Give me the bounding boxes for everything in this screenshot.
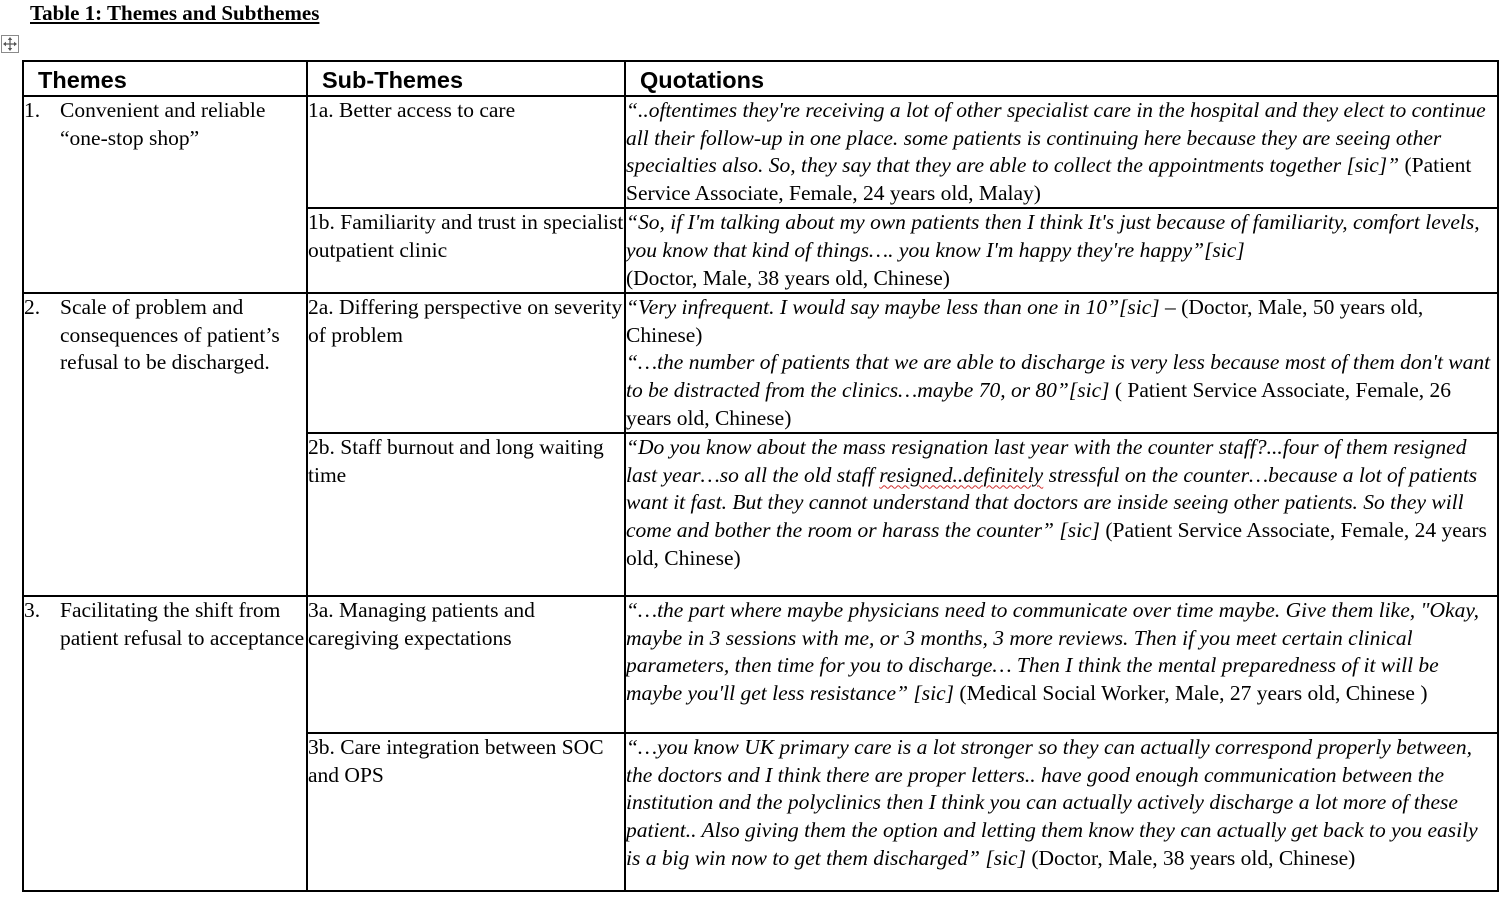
table-row bbox=[23, 596, 1498, 733]
subtheme-cell bbox=[307, 433, 625, 596]
quote-source: (Doctor, Male, 38 years old, Chinese) bbox=[1025, 845, 1356, 870]
subtheme-label: 2a. Differing perspective on severity of problem bbox=[308, 295, 623, 347]
table-row bbox=[23, 96, 1498, 208]
subtheme-cell bbox=[307, 208, 625, 293]
quote-text: “..oftentimes they're receiving a lot of other specialist care in the hospital and they elect to continue all their follow-up in one place. some patients is continuing here because they are seeing other specialties also. So, they say that they are able to collect the appointments together [sic]” bbox=[626, 98, 1486, 178]
subtheme-label: 1a. Better access to care bbox=[308, 98, 516, 122]
theme-number: 1. bbox=[24, 98, 41, 122]
quote-source: (Medical Social Worker, Male, 27 years old, Chinese ) bbox=[954, 680, 1428, 705]
quotation-cell bbox=[625, 208, 1498, 293]
header-row bbox=[23, 61, 1498, 96]
quote-source: – (Doctor, Male, 50 years old, Chinese) bbox=[626, 295, 1424, 347]
quote-text: “Do you know about the mass resignation last year with the counter staff?...four of them resigned last year…so all the old staff bbox=[626, 435, 1467, 487]
quotation-cell bbox=[625, 596, 1498, 733]
header-themes: Themes bbox=[23, 61, 307, 96]
quote-source: (Patient Service Associate, Female, 24 years old, Malay) bbox=[626, 153, 1472, 205]
theme-title: Facilitating the shift from patient refusal to acceptance bbox=[60, 598, 305, 650]
quotation-cell bbox=[625, 293, 1498, 433]
theme-cell-1 bbox=[23, 96, 307, 293]
quote-source: (Doctor, Male, 38 years old, Chinese) bbox=[626, 265, 950, 290]
theme-number: 3. bbox=[24, 598, 41, 623]
quote-source-2: ( Patient Service Associate, Female, 26 years old, Chinese) bbox=[626, 377, 1452, 430]
theme-cell-3 bbox=[23, 596, 307, 891]
spellcheck-flagged-text[interactable]: resigned..definitely bbox=[879, 462, 1044, 487]
quote-text-2: “…the number of patients that we are able to discharge is very less because most of them don't want to be distracted from the clinics…maybe 70, or 80”[sic] bbox=[626, 350, 1491, 402]
subtheme-label: 2b. Staff burnout and long waiting time bbox=[308, 435, 604, 487]
move-arrows-icon[interactable] bbox=[1, 35, 19, 53]
subtheme-cell bbox=[307, 733, 625, 891]
subtheme-label: 3b. Care integration between SOC and OPS bbox=[308, 735, 604, 787]
themes-table bbox=[22, 60, 1499, 892]
quotation-cell bbox=[625, 96, 1498, 208]
theme-cell-2 bbox=[23, 293, 307, 596]
header-subthemes: Sub-Themes bbox=[307, 61, 625, 96]
subtheme-cell bbox=[307, 293, 625, 433]
quotation-cell bbox=[625, 733, 1498, 891]
subtheme-cell bbox=[307, 96, 625, 208]
theme-title: Scale of problem and consequences of patient’s refusal to be discharged. bbox=[60, 295, 280, 375]
quote-text: “So, if I'm talking about my own patients then I think It's just because of familiarity, comfort levels, you know that kind of things…. you know I'm happy they're happy”[sic] bbox=[626, 210, 1480, 262]
quote-source: (Patient Service Associate, Female, 24 years old, Chinese) bbox=[626, 517, 1487, 570]
theme-number: 2. bbox=[24, 295, 41, 320]
quote-text: “…the part where maybe physicians need to communicate over time maybe. Give them like, "Okay, maybe in 3 sessions with me, or 3 months, 3 more reviews. Then if you meet certain clinical parameters, then time for you to discharge… Then I think the mental preparedness of it will be maybe you'll get less resistance” [sic] bbox=[626, 598, 1480, 705]
quote-text: “…you know UK primary care is a lot stronger so they can actually correspond properly between, the doctors and I think there are proper letters.. have good enough communication between the institution and the polyclinics then I think you can actually actively discharge a lot more of these patient.. Also giving them the option and letting them know they can actually get back to you easily is a big win now to get them discharged” [sic] bbox=[626, 735, 1478, 870]
theme-title: Convenient and reliable “one-stop shop” bbox=[60, 98, 266, 150]
quote-text: “Very infrequent. I would say maybe less than one in 10”[sic] bbox=[626, 295, 1160, 320]
subtheme-cell bbox=[307, 596, 625, 733]
table-row bbox=[23, 293, 1498, 433]
subtheme-label: 1b. Familiarity and trust in specialist outpatient clinic bbox=[308, 210, 624, 262]
quotation-cell bbox=[625, 433, 1498, 596]
subtheme-label: 3a. Managing patients and caregiving expectations bbox=[308, 598, 535, 650]
table-caption: Table 1: Themes and Subthemes bbox=[30, 1, 320, 25]
quote-text-cont: stressful on the counter…because a lot of patients want it fast. But they cannot understand that doctors are inside seeing other patients. So they will come and bother the room or harass the counter” [sic] bbox=[626, 462, 1478, 542]
header-quotations: Quotations bbox=[625, 61, 1498, 96]
